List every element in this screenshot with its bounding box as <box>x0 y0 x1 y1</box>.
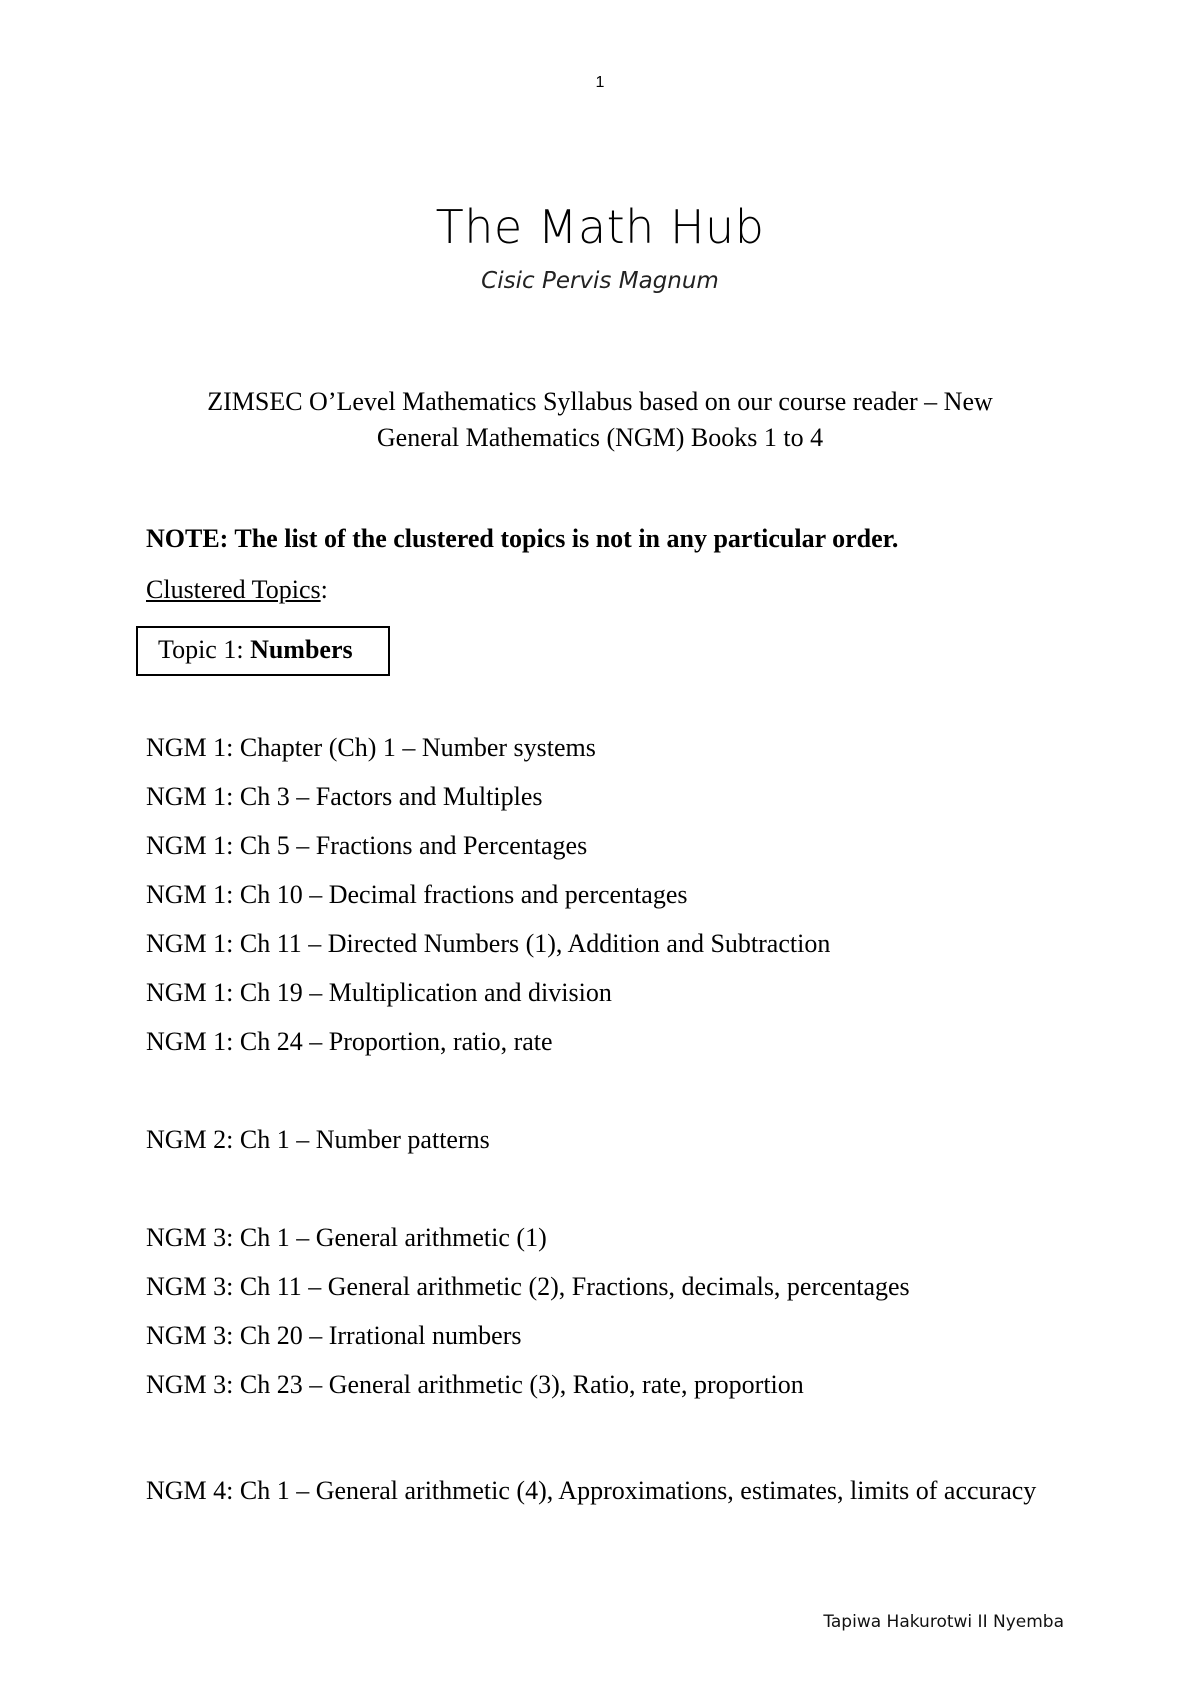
chapter-item: NGM 3: Ch 23 – General arithmetic (3), Ratio, rate, proportion <box>146 1370 804 1399</box>
clustered-topics-heading <box>146 575 328 605</box>
spacer <box>146 1416 1106 1465</box>
document-motto: Cisic Pervis Magnum <box>481 268 719 294</box>
chapter-item: NGM 3: Ch 11 – General arithmetic (2), Fractions, decimals, percentages <box>146 1272 910 1301</box>
intro-paragraph <box>120 384 1080 456</box>
document-title: The Math Hub <box>435 200 765 254</box>
chapter-item: NGM 2: Ch 1 – Number patterns <box>146 1125 490 1154</box>
clustered-topics-label: Clustered Topics <box>146 575 321 604</box>
chapter-item: NGM 1: Chapter (Ch) 1 – Number systems <box>146 733 596 762</box>
chapter-item: NGM 1: Ch 24 – Proportion, ratio, rate <box>146 1027 553 1056</box>
footer-author: Tapiwa Hakurotwi II Nyemba <box>823 1612 1064 1632</box>
topic-name: Numbers <box>250 635 353 664</box>
spacer <box>146 1073 1106 1122</box>
chapter-item: NGM 1: Ch 5 – Fractions and Percentages <box>146 831 588 860</box>
chapter-item: NGM 1: Ch 11 – Directed Numbers (1), Addition and Subtraction <box>146 929 831 958</box>
chapter-item: NGM 1: Ch 3 – Factors and Multiples <box>146 782 543 811</box>
topic-box <box>136 626 390 676</box>
note-text: NOTE: The list of the clustered topics is not in any particular order. <box>146 524 899 553</box>
topic-prefix: Topic 1: <box>158 635 251 664</box>
chapter-item: NGM 4: Ch 1 – General arithmetic (4), Approximations, estimates, limits of accuracy <box>146 1476 1037 1505</box>
chapter-item: NGM 3: Ch 1 – General arithmetic (1) <box>146 1223 547 1252</box>
chapter-list <box>146 730 1106 1516</box>
clustered-topics-colon: : <box>320 575 328 604</box>
chapter-item: NGM 1: Ch 10 – Decimal fractions and percentages <box>146 880 688 909</box>
chapter-item: NGM 3: Ch 20 – Irrational numbers <box>146 1321 522 1350</box>
spacer <box>146 1171 1106 1220</box>
intro-line-2: General Mathematics (NGM) Books 1 to 4 <box>376 423 824 452</box>
page-number: 1 <box>595 74 605 91</box>
chapter-item: NGM 1: Ch 19 – Multiplication and division <box>146 978 612 1007</box>
intro-line-1: ZIMSEC O’Level Mathematics Syllabus based on our course reader – New <box>207 387 993 416</box>
